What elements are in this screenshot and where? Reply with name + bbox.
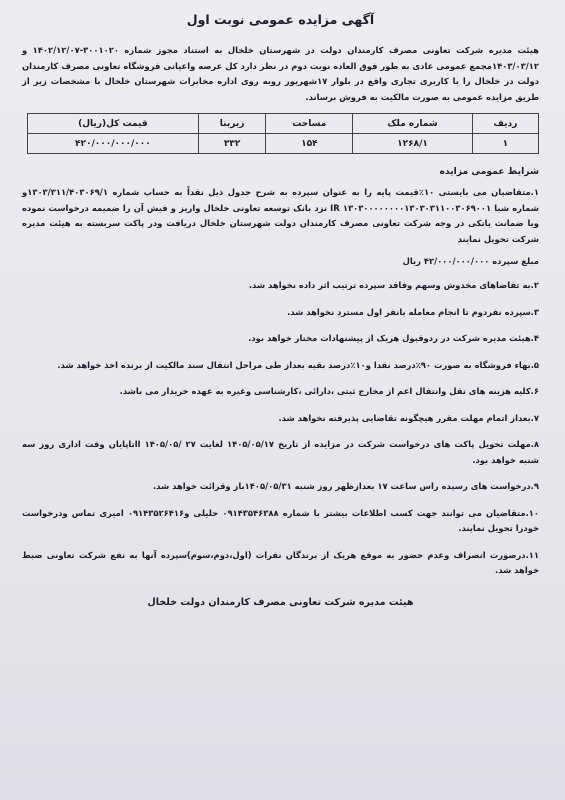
cell-row-number: ۱ [472,134,538,154]
condition-item-9: ۹.درخواست های رسیده راس ساعت ۱۷ بعدازظهر روز شنبه ۱۴۰۵/۰۵/۳۱باز وقرائت خواهد شد. [152,481,539,491]
table-header-row [28,114,539,134]
condition-item-5: ۵.بهاء فروشگاه به صورت ۹۰٪درصد نقدا و۱۰٪درصد بقیه بعداز طی مراحل انتقال سند مالکیت از برنده اخذ خواهد شد. [57,359,539,370]
condition-item-7: ۷.بعداز اتمام مهلت مقرر هیچگونه تقاضایی پذیرفته نخواهد شد. [278,412,539,423]
condition-item-11: ۱۱.درصورت انصراف وعدم حضور به موقع هریک از برندگان نفرات (اول،دوم،سوم)سپرده آنها به نفع شرکت تعاونی ضبط خواهد شد. [22,549,539,575]
condition-item-3: ۳.سپرده نفردوم تا انجام معامله بانفر اول مسترد نخواهد شد. [287,306,539,317]
condition-item-10: ۱۰.متقاضیان می توانند جهت کسب اطلاعات بیشتر با شماره ۰۹۱۴۳۵۴۶۳۸۸ حلیلی و۰۹۱۴۳۵۲۶۴۱۶ امیری تماس ودرخواست خودرا تحویل نمایند. [22,507,539,533]
condition-item-1: ۱.متقاضیان می بایستی ۱۰٪قیمت پایه را به عنوان سپرده به شرح جدول ذیل نقداً به حساب شماره ۱۳۰۳/۳۱۱/۴۰۳۰۶۹/۱و شماره شبا ۱۳۰۳۰۰۰۰۰۰۰۰۱۳۰۳۰۳۱۱۰۰۳۰۶۹۰۰۱ IR نزد بانک توسعه تعاونی خلخال واریز و فیش آن را ضمیمه درخواست نموده ویا ضمانت بانکی در وجه شرکت تعاونی مصرف کارمندان دولت شهرستان خلخال دریافت ودر پاکت سربسته به هیئت مدیره شرکت تحویل نمایند [22,187,539,244]
condition-item-6: ۶.کلیه هزینه های نقل وانتقال اعم از مخارج ثبتی ،دارائی ،کارشناسی وغیره به عهده خریدار می باشد. [119,386,539,396]
deposit-amount: مبلغ سپرده ۴۲/۰۰۰/۰۰۰/۰۰۰ ریال [402,256,539,266]
column-header-built-area: زیربنا [198,114,266,134]
column-header-total-price: قیمت کل(ریال) [28,114,199,134]
conditions-heading: شرایط عمومی مزایده [439,166,539,177]
table-row [28,134,539,154]
cell-area: ۱۵۴ [266,134,353,154]
signature-board: هیئت مدیره شرکت تعاونی مصرف کارمندان دولت خلخال [147,596,414,608]
notice-title: آگهی مزایده عمومی نوبت اول [186,12,375,27]
intro-paragraph: هیئت مدیره شرکت تعاونی مصرف کارمندان دولت در شهرستان خلخال به استناد مجوز شماره ۳۰۰۱۰۲۰-۱۴۰۲/۱۲/۰۷ و ۱۴۰۳/۰۳/۱۲مجمع عمومی عادی به طور فوق العاده نوبت دوم در نظر دارد کل عرصه واعیانی فروشگاه تعاونی مصرف کارمندان دولت در خلخال را با کاربری تجاری واقع در بلوار ۱۷شهریور روبه روی اداره مخابرات شهرستان خلخال با مشخصات زیر از طریق مزایده عمومی به صورت مالکیت به فروش برساند. [22,45,539,102]
condition-item-4: ۴.هیئت مدیره شرکت در ردوقبول هریک از پیشنهادات مختار خواهد بود. [248,333,539,343]
cell-built-area: ۳۳۲ [198,134,266,154]
column-header-row-number: ردیف [472,114,538,134]
column-header-property-number: شماره ملک [353,114,473,134]
condition-item-8: ۸.مهلت تحویل پاکت های درخواست شرکت در مزایده از تاریخ ۱۴۰۵/۰۵/۱۷ لغایت ۲۷ /۱۴۰۵/۰۵ ااتاپایان وقت اداری روز سه شنبه خواهد بود. [22,439,539,465]
cell-property-number: ۱۲۶۸/۱ [353,134,473,154]
cell-total-price: ۴۲۰/۰۰۰/۰۰۰/۰۰۰ [28,134,199,154]
condition-item-2: ۲.به تقاضاهای مخدوش وسهم وفاقد سپرده ترتیب اثر داده نخواهد شد. [248,280,539,290]
column-header-area: مساحت [266,114,353,134]
property-table [27,113,539,154]
